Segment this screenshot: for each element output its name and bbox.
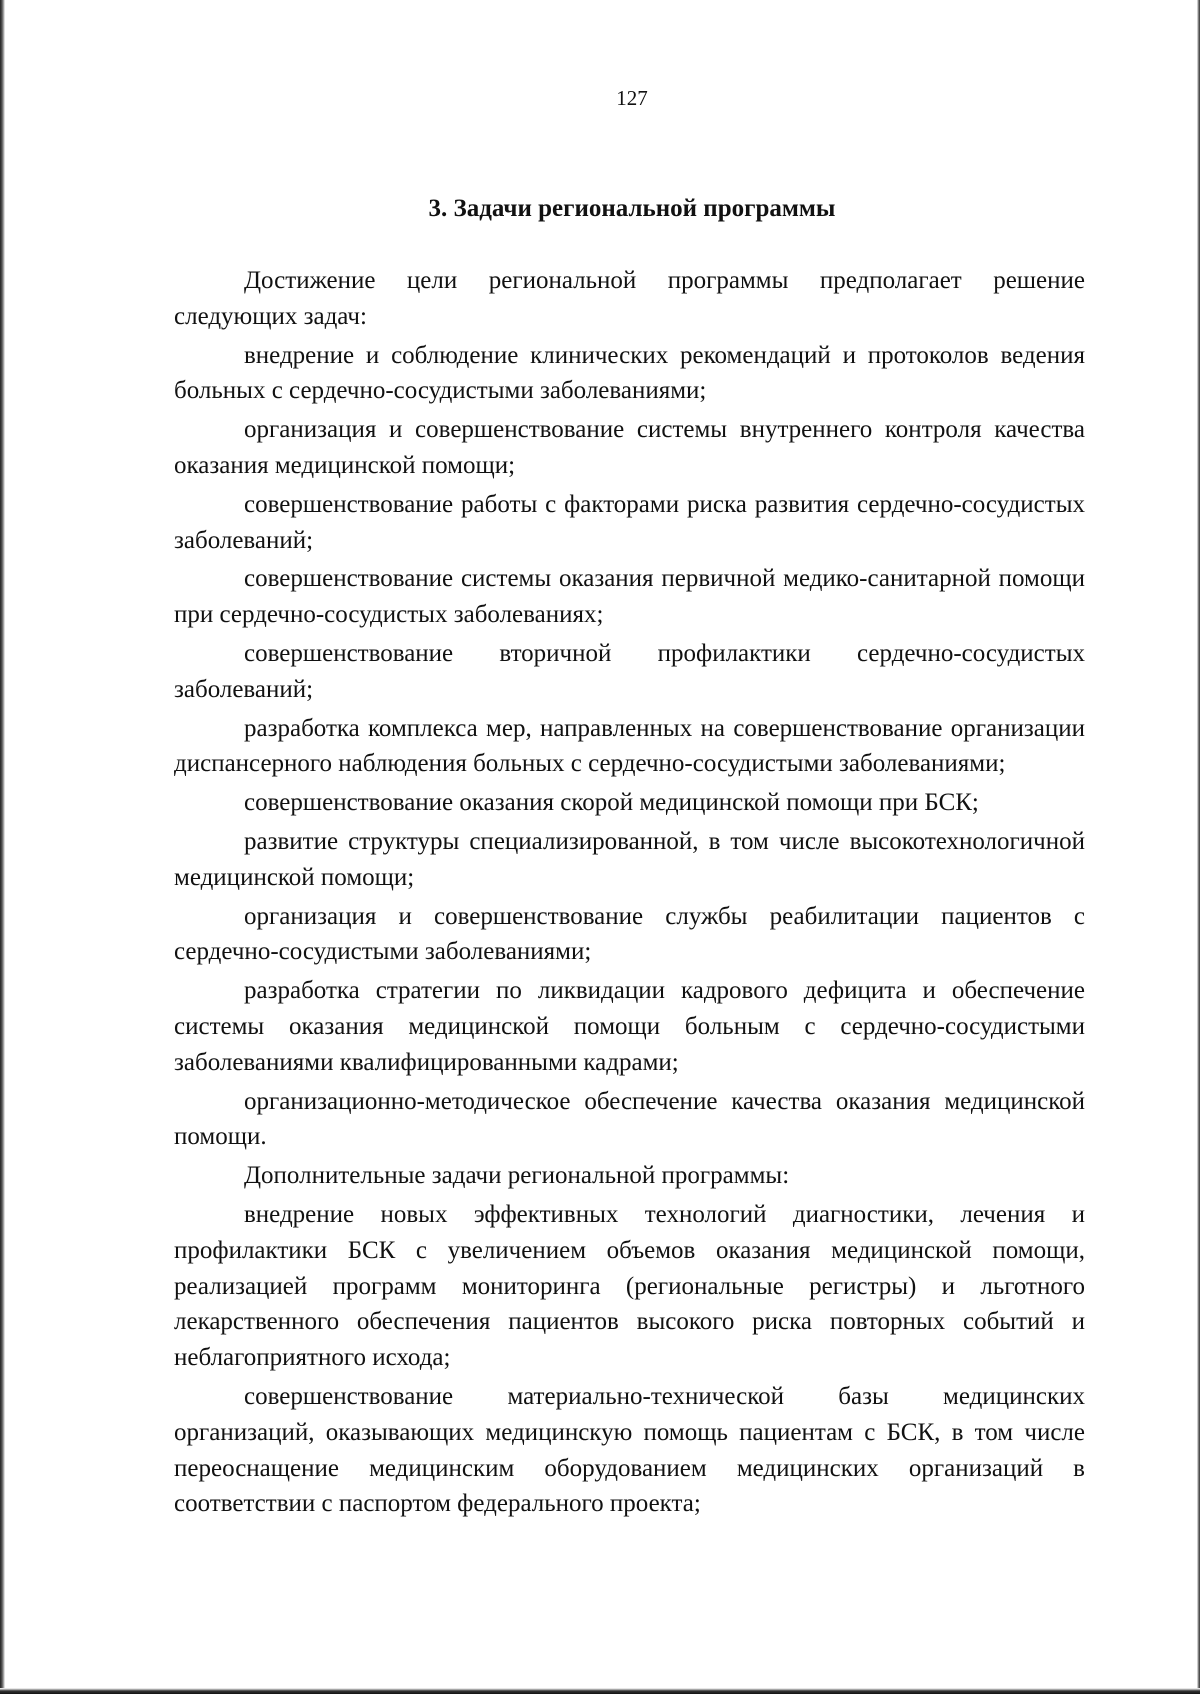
section-heading: 3. Задачи региональной программы (428, 195, 836, 222)
scan-edge-bottom (0, 1688, 1200, 1694)
list-item-task: организация и совершенствование службы реабилитации пациентов с сердечно-сосудистыми заболеваниями; (174, 902, 1085, 966)
body-text (174, 263, 1085, 1525)
page-number: 127 (616, 86, 648, 110)
list-item-task: совершенствование работы с факторами риска развития сердечно-сосудистых заболеваний; (174, 490, 1085, 554)
list-item-task: совершенствование системы оказания первичной медико-санитарной помощи при сердечно-сосудистых заболеваниях; (174, 565, 1085, 629)
paragraph-additional-heading: Дополнительные задачи региональной программы: (244, 1162, 790, 1190)
list-item-additional-task: внедрение новых эффективных технологий диагностики, лечения и профилактики БСК с увеличением объемов оказания медицинской помощи, реализацией программ мониторинга (региональные регистры) и льготного лекарственного обеспечения пациентов высокого риска повторных событий и неблагоприятного исхода; (174, 1200, 1085, 1372)
list-item-task: разработка комплекса мер, направленных на совершенствование организации диспансерного наблюдения больных с сердечно-сосудистыми заболеваниями; (174, 714, 1085, 778)
list-item-task: организационно-методическое обеспечение качества оказания медицинской помощи. (174, 1087, 1085, 1151)
scan-edge-left (0, 0, 5, 1694)
list-item-task: совершенствование оказания скорой медицинской помощи при БСК; (244, 789, 979, 817)
list-item-task: разработка стратегии по ликвидации кадрового дефицита и обеспечение системы оказания медицинской помощи больным с сердечно-сосудистыми заболеваниями квалифицированными кадрами; (174, 977, 1085, 1076)
paragraph-intro: Достижение цели региональной программы предполагает решение следующих задач: (174, 267, 1085, 330)
list-item-task: внедрение и соблюдение клинических рекомендаций и протоколов ведения больных с сердечно-сосудистыми заболеваниями; (174, 341, 1085, 405)
list-item-additional-task: совершенствование материально-технической базы медицинских организаций, оказывающих медицинскую помощь пациентам с БСК, в том числе переоснащение медицинским оборудованием медицинских организаций в соответствии с паспортом федерального проекта; (174, 1382, 1085, 1518)
list-item-task: совершенствование вторичной профилактики сердечно-сосудистых заболеваний; (174, 639, 1085, 703)
list-item-task: организация и совершенствование системы внутреннего контроля качества оказания медицинской помощи; (174, 416, 1085, 479)
list-item-task: развитие структуры специализированной, в том числе высокотехнологичной медицинской помощи; (174, 827, 1085, 891)
